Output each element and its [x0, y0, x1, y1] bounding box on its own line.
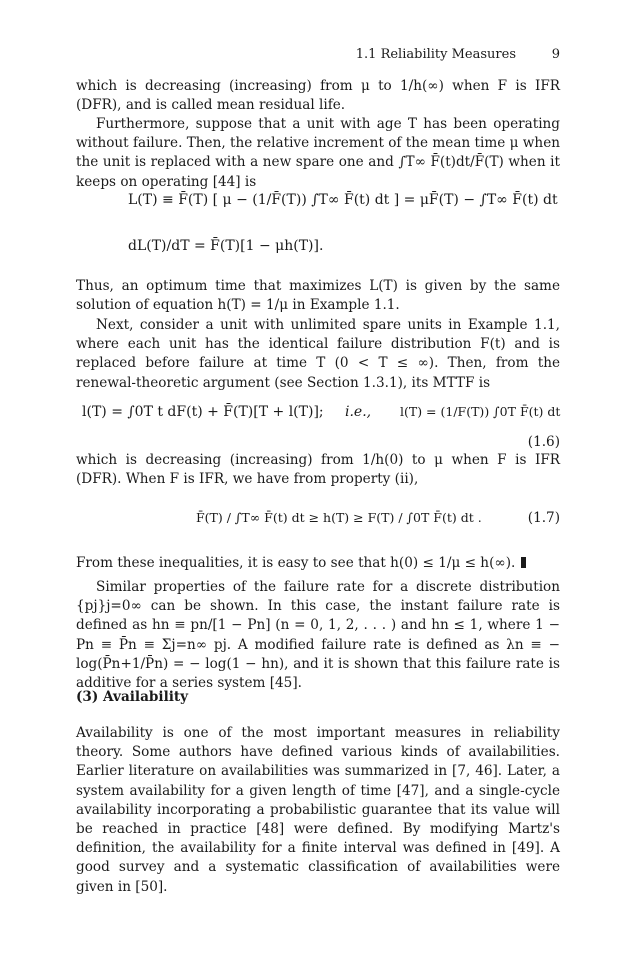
- equation-L-derivative: dL(T)/dT = F̄(T)[1 − μh(T)].: [128, 238, 324, 254]
- paragraph-unlimited-spares: Next, consider a unit with unlimited spare units in Example 1.1, where each unit has the identical failure distribution F(t) and is replaced before failure at time T (0 < T ≤ ∞). Then, from the renewal-theoretic argument (see Section 1.3.1), its MTTF is: [76, 317, 560, 391]
- section-heading-availability: (3) Availability: [76, 689, 189, 705]
- paragraph-inequalities: [76, 554, 560, 573]
- inequalities-text: From these inequalities, it is easy to see that h(0) ≤ 1/μ ≤ h(∞).: [76, 555, 516, 571]
- equation-1-6-right: l(T) = (1/F(T)) ∫0T F̄(t) dt: [400, 404, 561, 419]
- header-page-number: 9: [551, 47, 560, 62]
- equation-1-7: F̄(T) / ∫T∞ F̄(t) dt ≥ h(T) ≥ F(T) / ∫0T F̄(t) dt .: [196, 510, 482, 525]
- equation-number-1-7: (1.7): [527, 510, 560, 526]
- equation-1-6-ie: i.e.,: [345, 404, 372, 420]
- qed-square-icon: [521, 557, 526, 568]
- equation-1-6-left: l(T) = ∫0T t dF(t) + F̄(T)[T + l(T)];: [82, 404, 324, 420]
- paragraph-availability: Availability is one of the most important measures in reliability theory. Some authors have defined various kinds of availabilities. Earlier literature on availabilities was summarized in [7, 46]. Later, a system availability for a given length of time [47], and a single-cycle availability incorporating a probabilistic guarantee that its value will be reached in practice [48] were defined. By modifying Martz's definition, the availability for a finite interval was defined in [49]. A good survey and a systematic classification of availabilities were given in [50].: [76, 725, 560, 895]
- header-section-title: 1.1 Reliability Measures: [355, 47, 516, 62]
- paragraph-optimum-time: Thus, an optimum time that maximizes L(T) is given by the same solution of equation h(T) = 1/μ in Example 1.1.: [76, 278, 560, 314]
- paragraph-decreasing-ifr: which is decreasing (increasing) from 1/h(0) to μ when F is IFR (DFR). When F is IFR, we have from property (ii),: [76, 452, 560, 488]
- paragraph-discrete-distribution: Similar properties of the failure rate for a discrete distribution {pj}j=0∞ can be shown. In this case, the instant failure rate is defined as hn ≡ pn/[1 − Pn] (n = 0, 1, 2, . . . ) and hn ≤ 1, where 1 − Pn ≡ P̄n ≡ Σj=n∞ pj. A modified failure rate is defined as λn ≡ − log(P̄n+1/P̄n) = − log(1 − hn), and it is shown that this failure rate is additive for a series system [45].: [76, 579, 560, 692]
- paragraph-relative-increment: Furthermore, suppose that a unit with age T has been operating without failure. Then, the relative increment of the mean time μ when the unit is replaced with a new spare one and ∫T∞ F̄(t)dt/F̄(T) when it keeps on operating [44] is: [76, 116, 560, 190]
- equation-L-definition: L(T) ≡ F̄(T) [ μ − (1/F̄(T)) ∫T∞ F̄(t) dt ] = μF̄(T) − ∫T∞ F̄(t) dt: [128, 192, 558, 208]
- equation-number-1-6: (1.6): [527, 434, 560, 450]
- paragraph-mean-residual-life: which is decreasing (increasing) from μ to 1/h(∞) when F is IFR (DFR), and is called mean residual life.: [76, 78, 560, 114]
